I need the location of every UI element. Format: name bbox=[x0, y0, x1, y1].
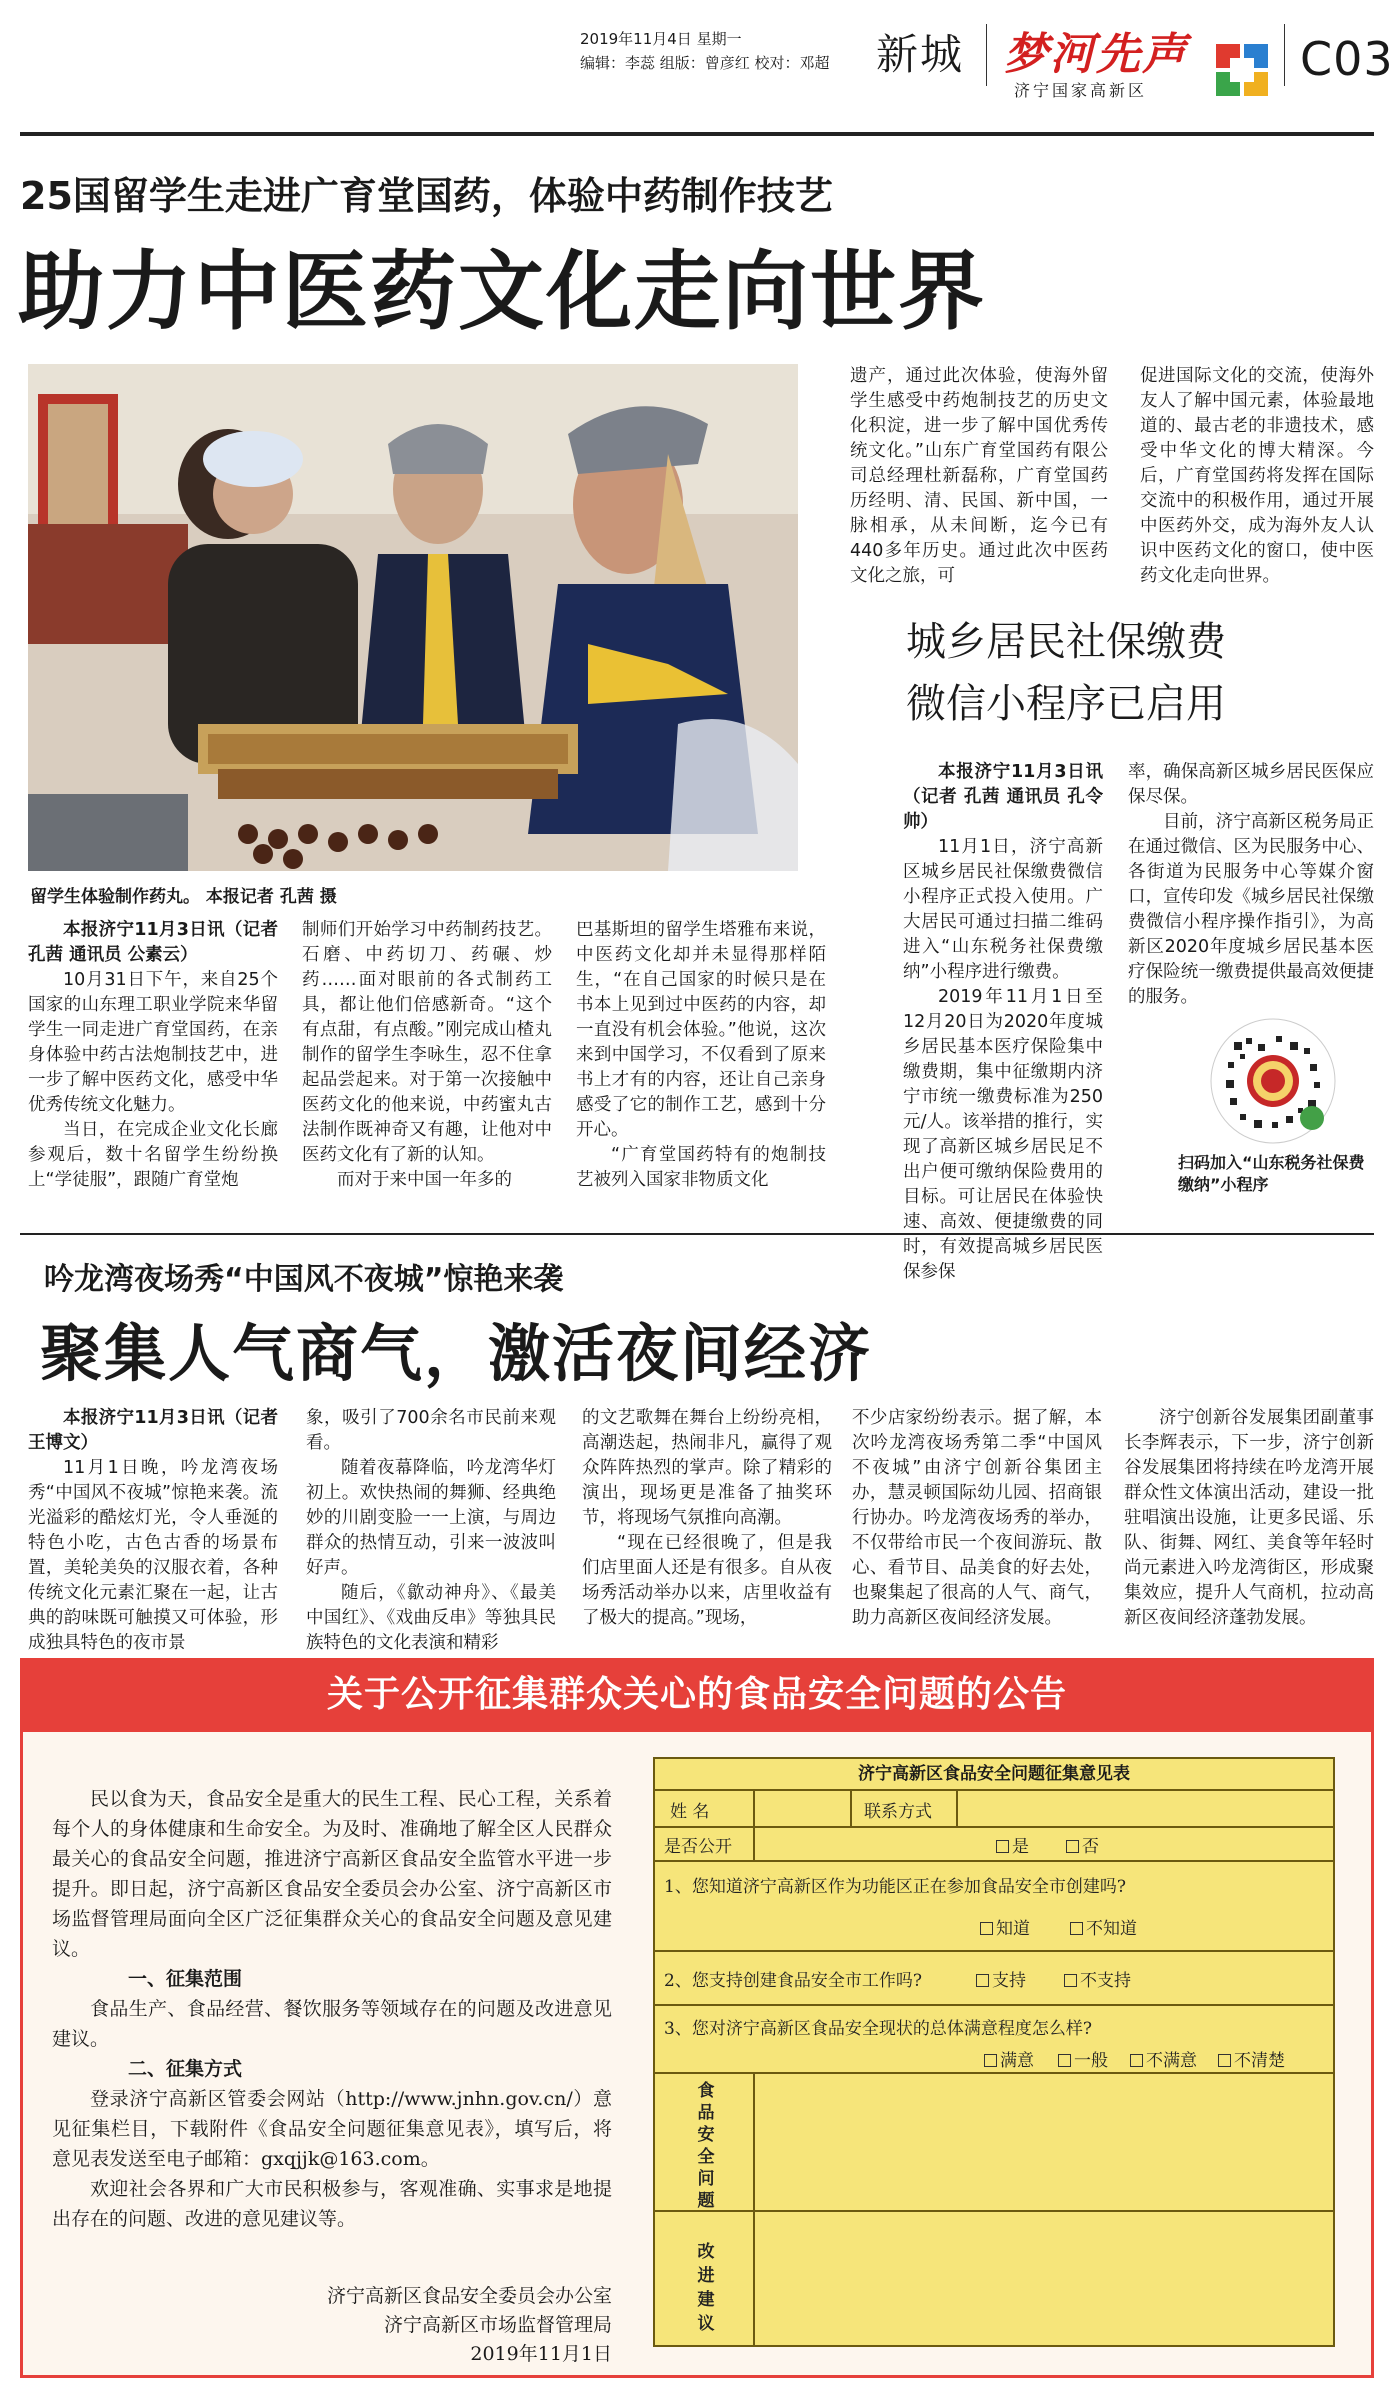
form-row-line bbox=[653, 1860, 1335, 1862]
label-char: 题 bbox=[697, 2191, 715, 2211]
form-row-line bbox=[653, 1826, 1335, 1828]
option-label: 满意 bbox=[1000, 2051, 1034, 2071]
sidebar-headline: 微信小程序已启用 bbox=[906, 681, 1226, 727]
article1-kicker: 25国留学生走进广育堂国药，体验中药制作技艺 bbox=[20, 174, 833, 218]
signature-org: 济宁高新区市场监督管理局 bbox=[383, 2314, 612, 2336]
article2-column-4 bbox=[852, 1406, 1102, 1631]
article2-kicker: 吟龙湾夜场秀“中国风不夜城”惊艳来袭 bbox=[44, 1262, 564, 1297]
label-char: 问 bbox=[697, 2169, 715, 2189]
article1-paragraph: “广育堂国药特有的炮制技艺被列入国家非物质文化 bbox=[576, 1145, 826, 1190]
checkbox-icon[interactable] bbox=[1064, 1974, 1077, 1987]
form-row-line bbox=[653, 2004, 1335, 2006]
notice-paragraph: 登录济宁高新区管委会网站（http://www.jnhn.gov.cn/）意见征集栏目，下载附件《食品安全问题征集意见表》，填写后，将意见表发送至电子邮箱：gxqjjk@163.com。 bbox=[52, 2088, 612, 2170]
option-label: 否 bbox=[1082, 1837, 1099, 1857]
article1-paragraph: 制师们开始学习中药制药技艺。石磨、中药切刀、药碾、炒药……面对眼前的各式制药工具，都让他们倍感新奇。“这个有点甜，有点酸。”刚完成山楂丸制作的留学生李咏生，忍不住拿起品尝起来。对于第一次接触中医药文化的他来说，中药蜜丸古法制作既神奇又有趣，让他对中医药文化有了新的认知。 bbox=[302, 920, 552, 1165]
page-number: C03 bbox=[1300, 32, 1394, 86]
notice-signature bbox=[52, 2282, 612, 2369]
option-label: 不知道 bbox=[1086, 1919, 1137, 1939]
q1-option-know[interactable] bbox=[980, 1914, 1030, 1939]
newspaper-brand: 梦河先声 bbox=[1004, 29, 1188, 80]
q2-option-not-support[interactable] bbox=[1064, 1966, 1131, 1991]
article2-paragraph: 济宁创新谷发展集团副董事长李辉表示，下一步，济宁创新谷发展集团将持续在吟龙湾开展群众性文体演出活动，建设一批驻唱演出设施，让更多民谣、乐队、街舞、网红、美食等年轻时尚元素进入吟龙湾街区，形成聚集效应，提升人气商机，拉动高新区夜间经济蓬勃发展。 bbox=[1124, 1408, 1374, 1628]
issue-label bbox=[694, 2080, 718, 2212]
article1-paragraph: 当日，在完成企业文化长廊参观后，数十名留学生纷纷换上“学徒服”，跟随广育堂炮 bbox=[28, 1120, 278, 1190]
sidebar-paragraph: 目前，济宁高新区税务局正在通过微信、区为民服务中心、各街道为民服务中心等媒介窗口，宣传印发《城乡居民社保缴费微信小程序操作指引》，为高新区2020年度城乡居民基本医疗保险统一缴费提供最高效便捷的服务。 bbox=[1128, 812, 1374, 1007]
sidebar-paragraph: 率，确保高新区城乡居民医保应保尽保。 bbox=[1128, 762, 1374, 807]
article1-column-4 bbox=[850, 364, 1108, 589]
qr-caption: 扫码加入“山东税务社保费缴纳”小程序 bbox=[1178, 1153, 1365, 1194]
option-label: 知道 bbox=[996, 1919, 1030, 1939]
option-label: 不支持 bbox=[1080, 1971, 1131, 1991]
checkbox-icon[interactable] bbox=[976, 1974, 989, 1987]
question-3: 3、您对济宁高新区食品安全现状的总体满意程度怎么样? bbox=[664, 2019, 1092, 2039]
brand-subtitle: 济宁国家高新区 bbox=[1014, 81, 1148, 100]
article1-column-3 bbox=[576, 918, 826, 1193]
article1-headline: 助力中医药文化走向世界 bbox=[18, 241, 986, 342]
article2-paragraph: “现在已经很晚了，但是我们店里面人还是有很多。自从夜场秀活动举办以来，店里收益有了极大的提高。”现场， bbox=[582, 1533, 832, 1628]
article2-paragraph: 不少店家纷纷表示。据了解，本次吟龙湾夜场秀第二季“中国风不夜城”由济宁创新谷集团主办，慧灵顿国际幼儿园、招商银行协办。吟龙湾夜场秀的举办，不仅带给市民一个夜间游玩、散心、看节目、品美食的好去处，也聚集起了很高的人气、商气，助力高新区夜间经济发展。 bbox=[852, 1408, 1102, 1628]
issue-date: 2019年11月4日 星期一 bbox=[580, 30, 742, 48]
form-col-line bbox=[850, 1791, 852, 1826]
notice-paragraph: 食品生产、食品经营、餐饮服务等领域存在的问题及改进意见建议。 bbox=[52, 1998, 612, 2050]
notice-paragraph: 欢迎社会各界和广大市民积极参与，客观准确、实事求是地提出存在的问题、改进的意见建议等。 bbox=[52, 2178, 612, 2230]
article1-paragraph: 促进国际文化的交流，使海外友人了解中国元素，体验最地道的、最古老的非遗技术，感受中华文化的博大精深。今后，广育堂国药将发挥在国际交流中的积极作用，通过开展中医药外交，成为海外友人认识中医药文化的窗口，使中医药文化走向世界。 bbox=[1140, 366, 1374, 586]
label-char: 全 bbox=[697, 2147, 715, 2167]
option-label: 支持 bbox=[992, 1971, 1026, 1991]
name-field[interactable] bbox=[755, 1793, 849, 1824]
q1-option-dont-know[interactable] bbox=[1070, 1914, 1137, 1939]
signature-org: 济宁高新区食品安全委员会办公室 bbox=[326, 2285, 612, 2307]
public-yes-option[interactable] bbox=[996, 1832, 1029, 1857]
public-no-option[interactable] bbox=[1066, 1832, 1099, 1857]
contact-field[interactable] bbox=[958, 1793, 1333, 1824]
article1-column-2 bbox=[302, 918, 552, 1193]
article1-column-1 bbox=[28, 918, 278, 1193]
editorial-staff: 编辑：李蕊 组版：曾彦红 校对：邓超 bbox=[580, 54, 830, 72]
label-char: 食 bbox=[697, 2081, 715, 2101]
sidebar-paragraph: 11月1日，济宁高新区城乡居民社保缴费微信小程序正式投入使用。广大居民可通过扫描二维码进入“山东税务社保费缴纳”小程序进行缴费。 bbox=[903, 837, 1103, 982]
option-label: 是 bbox=[1012, 1837, 1029, 1857]
article1-paragraph: 10月31日下午，来自25个国家的山东理工职业学院来华留学生一同走进广育堂国药，在亲身体验中药古法炮制技艺中，进一步了解中医药文化，感受中华优秀传统文化魅力。 bbox=[28, 970, 278, 1115]
label-char: 进 bbox=[697, 2266, 715, 2286]
article1-paragraph: 而对于来中国一年多的 bbox=[337, 1170, 512, 1190]
article2-column-5 bbox=[1124, 1406, 1374, 1631]
contact-label: 联系方式 bbox=[864, 1802, 932, 1822]
article2-paragraph: 象，吸引了700余名市民前来观看。 bbox=[306, 1408, 556, 1453]
notice-paragraph: 民以食为天，食品安全是重大的民生工程、民心工程，关系着每个人的身体健康和生命安全。为及时、准确地了解全区人民群众最关心的食品安全问题，推进济宁高新区食品安全监管水平进一步提升。即日起，济宁高新区食品安全委员会办公室、济宁高新区市场监督管理局面向全区广泛征集群众关心的食品安全问题及意见建议。 bbox=[52, 1788, 612, 1960]
option-label: 不满意 bbox=[1146, 2051, 1197, 2071]
q3-option-average[interactable] bbox=[1058, 2046, 1108, 2071]
improvement-label bbox=[694, 2240, 718, 2336]
article2-paragraph: 随着夜幕降临，吟龙湾华灯初上。欢快热闹的舞狮、经典绝妙的川剧变脸一一上演，与周边群众的热情互动，引来一波波叫好声。 bbox=[306, 1458, 556, 1578]
question-1: 1、您知道济宁高新区作为功能区正在参加食品安全市创建吗? bbox=[664, 1877, 1126, 1897]
article2-column-1 bbox=[28, 1406, 278, 1656]
article2-column-3 bbox=[582, 1406, 832, 1631]
label-char: 议 bbox=[697, 2314, 715, 2334]
notice-subheading: 二、征集方式 bbox=[128, 2058, 243, 2080]
q3-option-unclear[interactable] bbox=[1218, 2046, 1285, 2071]
section-rule bbox=[20, 1233, 1374, 1235]
label-char: 建 bbox=[697, 2290, 715, 2310]
notice-subheading: 一、征集范围 bbox=[128, 1968, 243, 1990]
masthead-divider bbox=[1284, 24, 1285, 86]
form-row-line bbox=[653, 1950, 1335, 1952]
checkbox-icon[interactable] bbox=[996, 1840, 1009, 1853]
sidebar-dateline: 本报济宁11月3日讯（记者 孔茜 通讯员 孔令帅） bbox=[903, 762, 1103, 832]
checkbox-icon[interactable] bbox=[1130, 2054, 1143, 2067]
article1-column-5 bbox=[1140, 364, 1374, 589]
label-char: 品 bbox=[697, 2103, 715, 2123]
article2-dateline: 本报济宁11月3日讯（记者 王博文） bbox=[28, 1408, 278, 1453]
q3-option-unsatisfied[interactable] bbox=[1130, 2046, 1197, 2071]
article2-headline: 聚集人气商气，激活夜间经济 bbox=[40, 1317, 873, 1390]
students-making-pills-photo bbox=[28, 364, 798, 871]
label-char: 安 bbox=[697, 2125, 715, 2145]
sidebar-paragraph: 2019年11月1日至12月20日为2020年度城乡居民基本医疗保险集中缴费期，集中征缴期内济宁市统一缴费标准为250元/人。该举措的推行，实现了高新区城乡居民足不出户便可缴纳保险费用的目标。可让居民在体验快速、高效、便捷缴费的同时，有效提高城乡居民医保参保 bbox=[903, 987, 1103, 1282]
checkbox-icon[interactable] bbox=[1066, 1840, 1079, 1853]
article1-paragraph: 遗产，通过此次体验，使海外留学生感受中药炮制技艺的历史文化积淀，进一步了解中国优秀传统文化。”山东广育堂国药有限公司总经理杜新磊称，广育堂国药历经明、清、民国、新中国，一脉相承，从未间断，迄今已有440多年历史。通过此次中医药文化之旅，可 bbox=[850, 366, 1108, 586]
article2-paragraph: 随后，《歙动神舟》、《最美中国红》、《戏曲反串》等独具民族特色的文化表演和精彩 bbox=[306, 1583, 556, 1653]
public-label: 是否公开 bbox=[664, 1837, 732, 1857]
article1-dateline: 本报济宁11月3日讯（记者 孔茜 通讯员 公素云） bbox=[28, 920, 278, 965]
sidebar-column-1 bbox=[903, 760, 1103, 1285]
option-label: 一般 bbox=[1074, 2051, 1108, 2071]
notice-body bbox=[52, 1784, 612, 2234]
checkbox-icon[interactable] bbox=[1218, 2054, 1231, 2067]
sidebar-column-2 bbox=[1128, 760, 1374, 1010]
signature-date: 2019年11月1日 bbox=[470, 2343, 612, 2365]
masthead-rule bbox=[20, 132, 1374, 136]
checkbox-icon[interactable] bbox=[980, 1922, 993, 1935]
form-title: 济宁高新区食品安全问题征集意见表 bbox=[653, 1757, 1335, 1791]
notice-title: 关于公开征集群众关心的食品安全问题的公告 bbox=[326, 1674, 1067, 1715]
article2-column-2 bbox=[306, 1406, 556, 1656]
label-char: 改 bbox=[697, 2242, 715, 2262]
article2-paragraph: 11月1日晚，吟龙湾夜场秀“中国风不夜城”惊艳来袭。流光溢彩的酷炫灯光，令人垂涎的特色小吃，古色古香的场景布置，美轮美奂的汉服衣着，各种传统文化元素汇聚在一起，让古典的韵味既可触摸又可体验，形成独具特色的夜市景 bbox=[28, 1458, 278, 1653]
q2-option-support[interactable] bbox=[976, 1966, 1026, 1991]
section-name: 新城 bbox=[876, 30, 965, 79]
checkbox-icon[interactable] bbox=[984, 2054, 997, 2067]
masthead-divider bbox=[986, 24, 987, 86]
colorful-square-logo-icon bbox=[1212, 40, 1272, 100]
article1-paragraph: 巴基斯坦的留学生塔雅布来说，中医药文化却并未显得那样陌生，“在自己国家的时候只是在书本上见到过中医药的内容，却一直没有机会体验。”他说，这次来到中国学习，不仅看到了原来书上才有的内容，还让自己亲身感受了它的制作工艺，感到十分开心。 bbox=[576, 920, 826, 1140]
q3-option-satisfied[interactable] bbox=[984, 2046, 1034, 2071]
sidebar-headline: 城乡居民社保缴费 bbox=[906, 619, 1226, 665]
option-label: 不清楚 bbox=[1234, 2051, 1285, 2071]
photo-caption: 留学生体验制作药丸。 本报记者 孔茜 摄 bbox=[30, 887, 337, 907]
checkbox-icon[interactable] bbox=[1058, 2054, 1071, 2067]
issue-input-area[interactable] bbox=[755, 2074, 1333, 2208]
improvement-input-area[interactable] bbox=[755, 2212, 1333, 2345]
qr-code-icon[interactable] bbox=[1210, 1018, 1336, 1144]
checkbox-icon[interactable] bbox=[1070, 1922, 1083, 1935]
article2-paragraph: 的文艺歌舞在舞台上纷纷亮相，高潮迭起，热闹非凡，赢得了观众阵阵热烈的掌声。除了精彩的演出，现场更是准备了抽奖环节，将现场气氛推向高潮。 bbox=[582, 1408, 832, 1528]
question-2: 2、您支持创建食品安全市工作吗? bbox=[664, 1971, 922, 1991]
name-label: 姓 名 bbox=[670, 1802, 710, 1822]
